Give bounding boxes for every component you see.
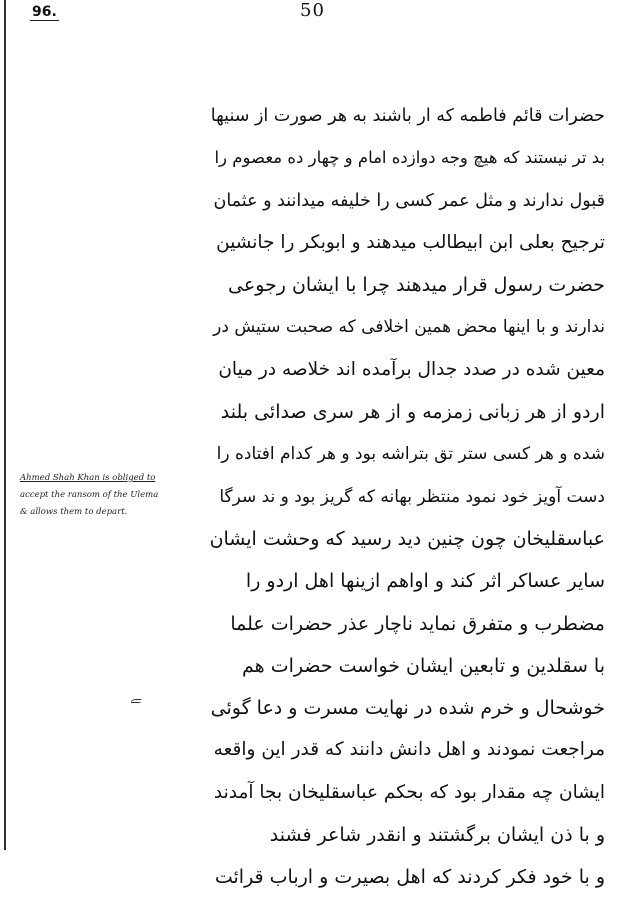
- text-line: شده و هر کسی ستر تق بتراشه بود و هر کدام افتاده را: [216, 444, 605, 465]
- margin-note: [20, 470, 215, 521]
- text-line: قبول ندارند و مثل عمر کسی را خلیفه میدانند و عثمان: [213, 190, 605, 211]
- page-number: 96.: [32, 4, 57, 20]
- text-line: ترجیح بعلی ابن ابیطالب میدهند و ابوبکر را جانشین: [216, 231, 605, 253]
- page-left-border: [4, 0, 6, 850]
- text-line: ایشان چه مقدار بود که بحکم عباسقلیخان بجا آمدند: [213, 781, 605, 803]
- text-line: حضرت رسول قرار میدهند چرا با ایشان رجوعی: [228, 274, 605, 297]
- text-line: اردو از هر زبانی زمزمه و از هر سری صدائی بلند: [220, 401, 605, 424]
- text-line: عباسقلیخان چون چنین دید رسید که وحشت ایشان: [209, 527, 605, 550]
- text-line: مضطرب و متفرق نماید ناچار عذر حضرات علما: [230, 612, 605, 635]
- manuscript-body: [210, 95, 605, 899]
- text-line: بد تر نیستند که هیچ وجه دوازده امام و چهار ده معصوم را: [214, 148, 605, 168]
- folio-number: 50: [300, 0, 325, 21]
- ink-mark: ﮯ: [130, 685, 142, 704]
- text-line: و با ذن ایشان برگشتند و انقدر شاعر فشند: [269, 824, 605, 847]
- text-line: مراجعت نمودند و اهل دانش دانند که قدر این واقعه: [213, 739, 605, 761]
- margin-note-line: Ahmed Shah Khan is obliged to: [20, 473, 156, 483]
- margin-note-line: accept the ransom of the Ulema: [20, 490, 159, 500]
- text-line: معین شده در صدد جدال برآمده اند خلاصه در میان: [218, 358, 605, 380]
- text-line: سایر عساکر اثر کند و اواهم ازینها اهل اردو را: [245, 570, 605, 593]
- text-line: حضرات قائم فاطمه که ار باشند به هر صورت از سنیها: [210, 106, 605, 126]
- text-line: با سقلدین و تابعین ایشان خواست حضرات هم: [241, 654, 605, 677]
- margin-note-line: & allows them to depart.: [20, 507, 128, 517]
- text-line: و با خود فکر کردند که اهل بصیرت و ارباب قرائت: [214, 866, 605, 889]
- text-line: دست آویز خود نمود منتظر بهانه که گریز بود و ند سرگا: [219, 486, 605, 507]
- text-line: ندارند و با اینها محض همین اخلافی که صحبت ستیش در: [213, 317, 605, 338]
- text-line: خوشحال و خرم شده در نهایت مسرت و دعا گوئی: [210, 697, 605, 720]
